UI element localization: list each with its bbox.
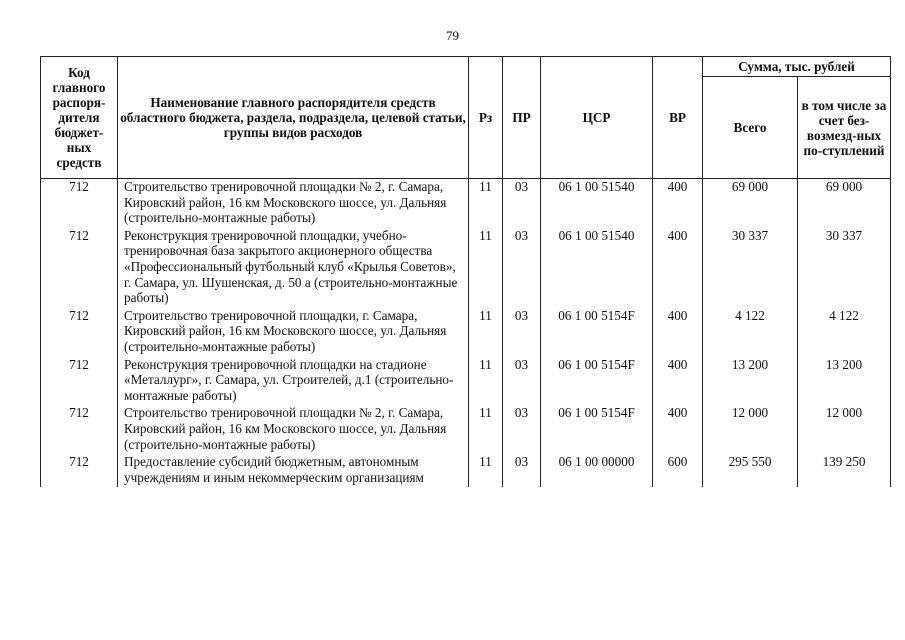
cell-csr: 06 1 00 5154F: [541, 405, 653, 454]
cell-vr: 400: [653, 179, 703, 228]
table-body: [41, 179, 891, 488]
cell-vr: 400: [653, 228, 703, 308]
table-row: [41, 228, 891, 308]
cell-vr: 600: [653, 454, 703, 487]
cell-rz: 11: [469, 228, 503, 308]
cell-csr: 06 1 00 00000: [541, 454, 653, 487]
header-vr: ВР: [653, 57, 703, 179]
header-total: Всего: [703, 77, 798, 179]
cell-incl: 13 200: [798, 357, 891, 406]
table-row: [41, 357, 891, 406]
cell-incl: 12 000: [798, 405, 891, 454]
cell-name: Реконструкция тренировочной площадки на стадионе «Металлург», г. Самара, ул. Строителей, д.1 (строительно-монтажные работы): [118, 357, 469, 406]
cell-code: 712: [41, 454, 118, 487]
cell-name: Строительство тренировочной площадки № 2, г. Самара, Кировский район, 16 км Московского шоссе, ул. Дальняя (строительно-монтажные работы): [118, 405, 469, 454]
cell-rz: 11: [469, 405, 503, 454]
cell-incl: 4 122: [798, 308, 891, 357]
header-csr: ЦСР: [541, 57, 653, 179]
header-name: Наименование главного распорядителя средств областного бюджета, раздела, подраздела, целевой статьи, группы видов расходов: [118, 57, 469, 179]
cell-incl: 30 337: [798, 228, 891, 308]
cell-pr: 03: [503, 357, 541, 406]
cell-total: 13 200: [703, 357, 798, 406]
header-incl: в том числе за счет без-возмезд-ных по-ступлений: [798, 77, 891, 179]
cell-csr: 06 1 00 51540: [541, 179, 653, 228]
cell-vr: 400: [653, 308, 703, 357]
cell-name: Реконструкция тренировочной площадки, учебно-тренировочная база закрытого акционерного общества «Профессиональный футбольный клуб «Крылья Советов», г. Самара, ул. Шушенская, д. 50 а (строительно-монтажные работы): [118, 228, 469, 308]
cell-rz: 11: [469, 308, 503, 357]
cell-code: 712: [41, 179, 118, 228]
cell-total: 4 122: [703, 308, 798, 357]
cell-total: 69 000: [703, 179, 798, 228]
cell-vr: 400: [653, 405, 703, 454]
cell-code: 712: [41, 228, 118, 308]
cell-incl: 139 250: [798, 454, 891, 487]
cell-name: Предоставление субсидий бюджетным, автономным учреждениям и иным некоммерческим организациям: [118, 454, 469, 487]
cell-csr: 06 1 00 5154F: [541, 308, 653, 357]
header-rz: Рз: [469, 57, 503, 179]
table-row: [41, 405, 891, 454]
cell-code: 712: [41, 308, 118, 357]
cell-total: 12 000: [703, 405, 798, 454]
budget-table: [40, 56, 891, 487]
cell-code: 712: [41, 357, 118, 406]
table-row: [41, 179, 891, 228]
cell-rz: 11: [469, 179, 503, 228]
cell-csr: 06 1 00 51540: [541, 228, 653, 308]
cell-rz: 11: [469, 357, 503, 406]
cell-pr: 03: [503, 405, 541, 454]
cell-incl: 69 000: [798, 179, 891, 228]
cell-name: Строительство тренировочной площадки № 2, г. Самара, Кировский район, 16 км Московского шоссе, ул. Дальняя (строительно-монтажные работы): [118, 179, 469, 228]
header-sum: Сумма, тыс. рублей: [703, 57, 891, 77]
page-number: 79: [446, 28, 459, 43]
table-row: [41, 308, 891, 357]
cell-rz: 11: [469, 454, 503, 487]
cell-pr: 03: [503, 179, 541, 228]
header-pr: ПР: [503, 57, 541, 179]
cell-csr: 06 1 00 5154F: [541, 357, 653, 406]
cell-total: 30 337: [703, 228, 798, 308]
cell-pr: 03: [503, 228, 541, 308]
table-row: [41, 454, 891, 487]
table-header: [41, 57, 891, 179]
cell-pr: 03: [503, 308, 541, 357]
cell-code: 712: [41, 405, 118, 454]
cell-pr: 03: [503, 454, 541, 487]
cell-vr: 400: [653, 357, 703, 406]
cell-total: 295 550: [703, 454, 798, 487]
header-code: Код главного распоря-дителя бюджет-ных средств: [41, 57, 118, 179]
cell-name: Строительство тренировочной площадки, г. Самара, Кировский район, 16 км Московского шоссе, ул. Дальняя (строительно-монтажные работы): [118, 308, 469, 357]
